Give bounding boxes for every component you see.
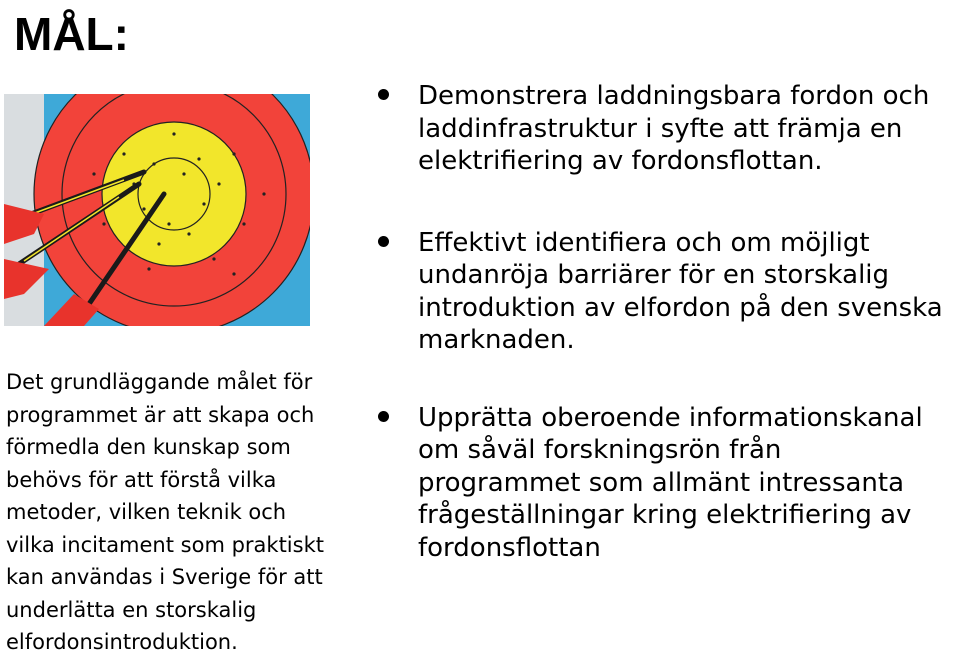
target-icon	[4, 94, 310, 326]
bullet-line: programmet som allmänt intressanta	[418, 467, 905, 498]
goal-description-line: Det grundläggande målet för	[6, 370, 313, 394]
bullet-line: Demonstrera laddningsbara fordon och	[418, 81, 930, 111]
bullet-line: Effektivt identifiera och om möjligt	[418, 227, 870, 258]
bullet-item	[378, 227, 958, 357]
bullet-line: laddinfrastruktur i syfte att främja en	[418, 113, 903, 144]
page-title: MÅL:	[14, 8, 129, 60]
bullet-line: Upprätta oberoende informationskanal	[418, 402, 923, 433]
goal-description-line: behövs för att förstå vilka	[6, 467, 277, 492]
bullet-icon	[378, 236, 389, 247]
bullet-line: frågeställningar kring elektrifiering av	[418, 500, 912, 530]
goal-description-line: vilka incitament som praktiskt	[6, 532, 324, 557]
bullet-icon	[378, 89, 389, 100]
archery-target-image	[4, 94, 310, 326]
bullet-line: elektrifiering av fordonsflottan.	[418, 146, 823, 176]
bullet-item	[378, 402, 958, 565]
bullet-line: fordonsflottan	[418, 532, 601, 563]
bullet-icon	[378, 411, 389, 422]
goal-description-line: elfordonsintroduktion.	[6, 630, 238, 654]
goals-bullet-list	[378, 80, 958, 564]
goal-description-line: programmet är att skapa och	[6, 402, 315, 427]
goal-description-line: kan användas i Sverige för att	[6, 565, 323, 589]
bullet-line: introduktion av elfordon på den svenska	[418, 292, 943, 323]
goal-description	[6, 366, 351, 659]
bullet-line: undanröja barriärer för en storskalig	[418, 260, 890, 290]
goal-description-line: metoder, vilken teknik och	[6, 500, 287, 524]
bullet-line: om såväl forskningsrön från	[418, 435, 782, 465]
goal-description-line: förmedla den kunskap som	[6, 435, 291, 459]
goal-description-line: underlätta en storskalig	[6, 597, 257, 622]
bullet-line: marknaden.	[418, 325, 575, 355]
bullet-item	[378, 80, 958, 178]
